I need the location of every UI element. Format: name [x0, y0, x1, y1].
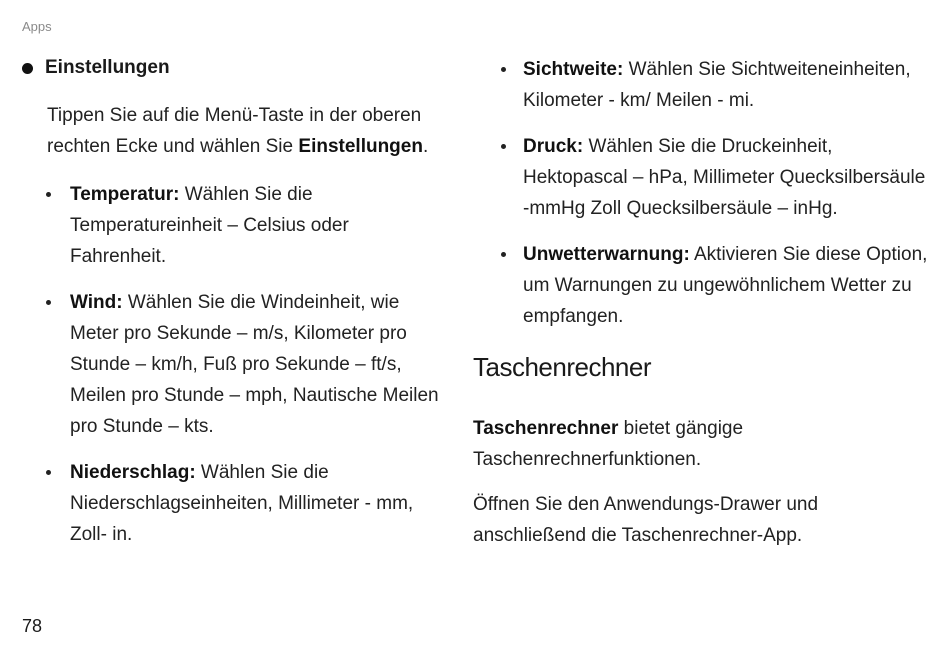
list-item-temperature: Temperatur: Wählen Sie die Temperatureinheit – Celsius oder Fahrenheit.	[22, 179, 447, 272]
bullet-icon	[22, 63, 33, 74]
bullet-icon	[46, 192, 51, 197]
list-item-pressure: Druck: Wählen Sie die Druckeinheit, Hektopascal – hPa, Millimeter Quecksilbersäule -mmHg Zoll Quecksilbersäule – inHg.	[473, 131, 928, 224]
bullet-icon	[46, 300, 51, 305]
settings-list-continued	[473, 54, 928, 332]
section-heading-text: Einstellungen	[45, 57, 170, 78]
bullet-icon	[501, 252, 506, 257]
running-header: Apps	[22, 19, 52, 34]
left-column	[22, 54, 447, 565]
bullet-icon	[501, 67, 506, 72]
intro-bold: Einstellungen	[298, 136, 423, 157]
bullet-icon	[46, 470, 51, 475]
calculator-instructions: Öffnen Sie den Anwendungs-Drawer und anschließend die Taschenrechner-App.	[473, 494, 819, 546]
calculator-heading: Taschenrechner	[473, 352, 651, 382]
list-item-visibility: Sichtweite: Wählen Sie Sichtweiteneinheiten, Kilometer - km/ Meilen - mi.	[473, 54, 928, 116]
bullet-icon	[501, 144, 506, 149]
settings-list	[22, 179, 447, 550]
list-item-severe-weather: Unwetterwarnung: Aktivieren Sie diese Option, um Warnungen zu ungewöhnlichem Wetter zu empfangen.	[473, 239, 928, 332]
list-item-precipitation: Niederschlag: Wählen Sie die Niederschlagseinheiten, Millimeter - mm, Zoll- in.	[22, 457, 447, 550]
list-item-wind: Wind: Wählen Sie die Windeinheit, wie Meter pro Sekunde – m/s, Kilometer pro Stunde – km/h, Fuß pro Sekunde – ft/s, Meilen pro Stunde – mph, Nautische Meilen pro Stunde – kts.	[22, 287, 447, 442]
calculator-description: Taschenrechner bietet gängige Taschenrechnerfunktionen.	[473, 418, 744, 470]
page-number: 78	[22, 616, 43, 636]
section-heading	[22, 54, 447, 82]
right-column	[473, 54, 928, 551]
intro-paragraph: Tippen Sie auf die Menü-Taste in der oberen rechten Ecke und wählen Sie Einstellungen.	[47, 105, 429, 157]
